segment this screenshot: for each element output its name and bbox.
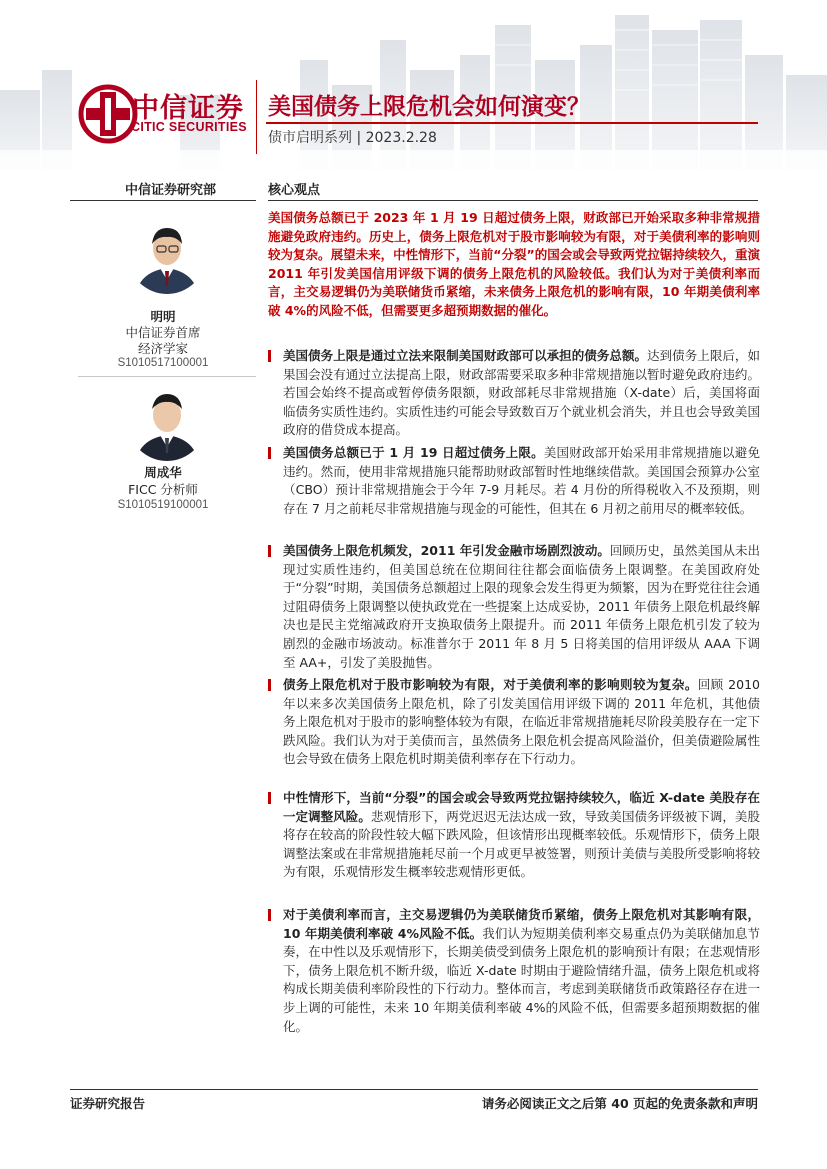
- analyst-photo-avatar: [128, 383, 206, 461]
- footer-report-type: 证券研究报告: [70, 1096, 146, 1111]
- analyst-role: 经济学家: [137, 341, 188, 356]
- bullet-heading: 对于美债利率而言，主交易逻辑仍为美联储货币紧缩，债务上限危机对其影响有限，10 年期美债利率破 4%风险不低。: [283, 907, 760, 941]
- bullet-marker: [268, 792, 271, 804]
- footer-rule: [70, 1089, 758, 1090]
- bullet-heading: 美国债务总额已于 1 月 19 日超过债务上限。: [283, 445, 544, 460]
- brand-name-cn: 中信证券: [132, 93, 244, 124]
- analyst-id: S1010519100001: [117, 499, 209, 511]
- department-label: 中信证券研究部: [125, 183, 217, 198]
- bullet-text: 回顾历史，虽然美国从未出现过实质性违约，但美国总统在位期间往往都会面临债务上限调整。在美国政府处于“分裂”时期，美国债务总额超过上限的现象会发生得更为频繁，因为在野党往往会通过阻碍债务上限调整以使执政党在一些提案上达成妥协，2011 年债务上限危机最终解决也是民主党缩减政府开支换取债务上限提升。而 2011 年债务上限危机引发了较为剧烈的金融市场波动。标准普尔于 2011 年 8 月 5 日将美国的信用评级从 AAA 下调至 AA+，引发了美股抛售。: [283, 543, 760, 670]
- report-series-date: 债市启明系列 | 2023.2.28: [268, 130, 437, 146]
- report-title: 美国债务上限危机会如何演变？: [268, 94, 590, 120]
- bullet-marker: [268, 545, 271, 557]
- bullet-marker: [268, 350, 271, 362]
- analyst-name: 明明: [150, 309, 176, 324]
- bullet-heading: 债务上限危机对于股市影响较为有限，对于美债利率的影响则较为复杂。: [283, 677, 698, 692]
- bullet-marker: [268, 447, 271, 459]
- analyst-id: S1010517100001: [117, 357, 209, 369]
- bullet-heading: 美国债务上限危机频发，2011 年引发金融市场剧烈波动。: [283, 543, 610, 558]
- section-title: 核心观点: [268, 183, 321, 198]
- bullet-marker: [268, 679, 271, 691]
- analyst-title: FICC 分析师: [128, 482, 198, 497]
- sidebar-rule: [70, 200, 256, 201]
- title-underline: [266, 122, 758, 124]
- footer-disclaimer: 请务必阅读正文之后第 40 页起的免责条款和声明: [481, 1096, 758, 1111]
- bullet-text: 我们认为短期美债利率交易重点仍为美联储加息节奏，在中性以及乐观情形下，长期美债受到债务上限危机的影响预计有限；在悲观情形下，债务上限危机不断升级，临近 X-date 时期由于避险情绪升温，债务上限危机或将构成长期美债利率阶段性的下行动力。整体而言，考虑到美联储货币政策路径存在进一步上调的可能性，未来 10 年期美债利率破 4%的风险不低，但需要多超预期数据的催化。: [283, 925, 760, 1034]
- list-item: [268, 542, 760, 672]
- bullet-heading: 美国债务上限是通过立法来限制美国财政部可以承担的债务总额。: [283, 348, 648, 363]
- bullet-marker: [268, 909, 271, 921]
- bullet-text: 回顾 2010 年以来多次美国债务上限危机，除了引发美国信用评级下调的 2011 年危机，其他债务上限危机对于股市的影响整体较为有限，在临近非常规措施耗尽阶段美股存在一定下跌风险。我们认为对于美债而言，虽然债务上限危机会提高风险溢价，但美债避险属性也会导致在债务上限危机时期美债利率存在下行动力。: [283, 677, 760, 767]
- key-summary: 美国债务总额已于 2023 年 1 月 19 日超过债务上限，财政部已开始采取多种非常规措施避免政府违约。历史上，债务上限危机对于股市影响较为有限，对于美债利率的影响则较为复杂。展望未来，中性情形下，当前“分裂”的国会或会导致两党拉锯持续较久，重演 2011 年引发美国信用评级下调的债务上限危机的风险较低。我们认为对于美债利率而言，主交易逻辑仍为美联储货币紧缩，未来债务上限危机的影响有限，10 年期美债利率破 4%的风险不低，但需要更多超预期数据的催化。: [268, 210, 760, 318]
- list-item: [268, 347, 760, 440]
- analyst-photo-avatar: [128, 216, 206, 294]
- bullet-text: 悲观情形下，两党迟迟无法达成一致，导致美国债务评级被下调，美股将存在较高的阶段性较大幅下跌风险，但该情形出现概率较低。乐观情形下，债务上限调整法案或在非常规措施耗尽前一个月或更早被签署，则预计美债与美股所受影响将较为有限，乐观情形发生概率较悲观情形更低。: [283, 808, 760, 880]
- analyst-name: 周成华: [144, 465, 182, 480]
- brand-name-en: CITIC SECURITIES: [131, 120, 247, 134]
- main-rule: [268, 200, 758, 201]
- bullet-text: 美国财政部开始采用非常规措施以避免违约。然而，使用非常规措施只能帮助财政部暂时性地继续借款。美国国会预算办公室（CBO）预计非常规措施会于今年 7-9 月耗尽。若 4 月份的所得税收入不及预期，则存在 7 月之前耗尽非常规措施与现金的可能性，但其在 6 月初之前用尽的概率较低。: [283, 445, 760, 516]
- header-divider: [256, 80, 257, 154]
- citic-logo-icon: [78, 84, 138, 144]
- list-item: [268, 789, 760, 882]
- analyst-divider: [78, 376, 256, 377]
- list-item: [268, 444, 760, 518]
- list-item: [268, 906, 760, 1036]
- list-item: [268, 676, 760, 769]
- bullet-heading: 中性情形下，当前“分裂”的国会或会导致两党拉锯持续较久，临近 X-date 美股存在一定调整风险。: [283, 790, 760, 824]
- bullet-text: 达到债务上限后，如果国会没有通过立法提高上限，财政部需要采取多种非常规措施以暂时避免政府违约。若国会始终不提高或暂停债务限额，财政部耗尽非常规措施（X-date）后，美国将面临债务实质性违约。实质性违约可能会导致数百万个就业机会消失，并且也会导致美国政府的借贷成本提高。: [283, 348, 760, 438]
- analyst-title: 中信证券首席: [125, 325, 201, 340]
